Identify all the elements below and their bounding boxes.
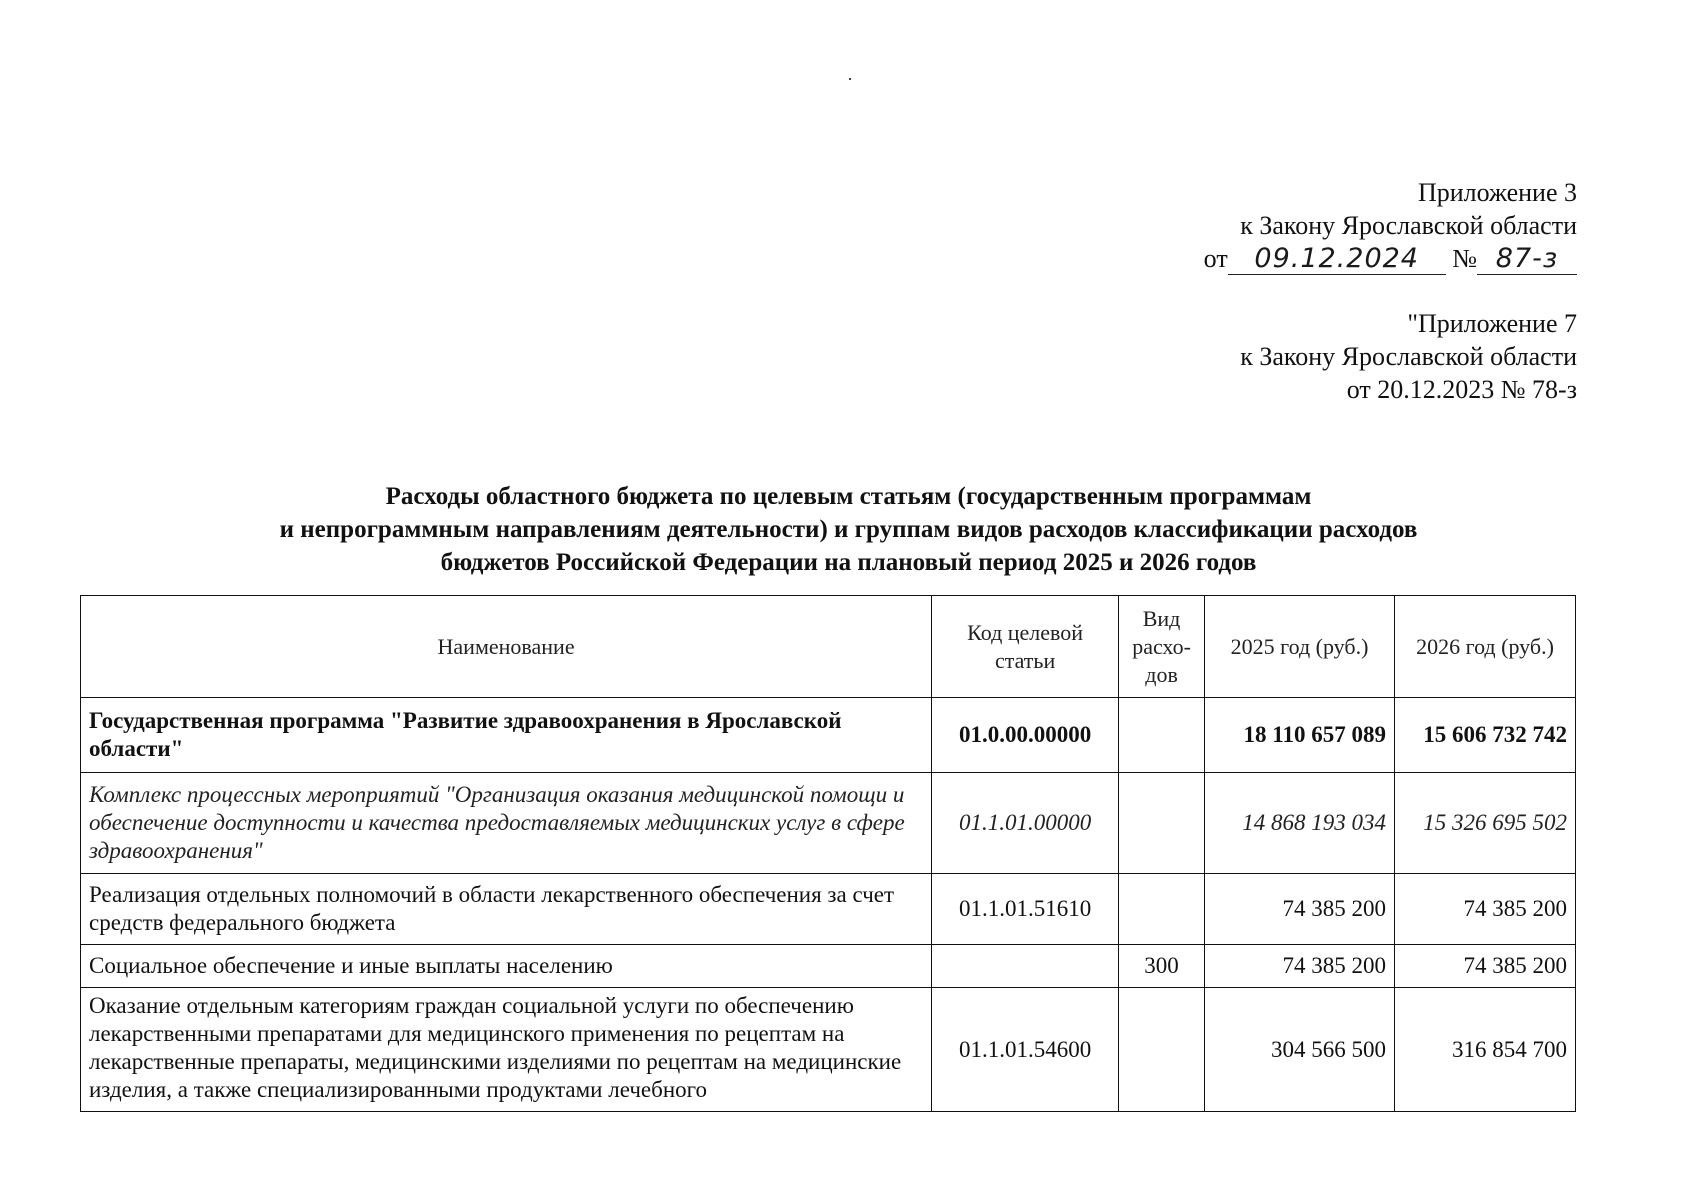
- table-row: [81, 698, 1576, 773]
- row-2026: 74 385 200: [1395, 945, 1576, 988]
- row-name: Государственная программа "Развитие здравоохранения в Ярославской области": [81, 698, 932, 773]
- table-header-row: [81, 596, 1576, 698]
- row-2025: 14 868 193 034: [1205, 773, 1395, 874]
- title-line-1: Расходы областного бюджета по целевым статьям (государственным программам: [385, 483, 1312, 510]
- row-code: 01.1.01.54600: [932, 988, 1119, 1112]
- row-vid: [1119, 698, 1205, 773]
- row-name: Оказание отдельным категориям граждан социальной услуги по обеспечению лекарственными препаратами для медицинского применения по рецептам на лекарственные препараты, медицинскими изделиями по рецептам на медицинские изделия, а также специализированными продуктами лечебного: [89, 993, 902, 1102]
- previous-appendix-line-3: от 20.12.2023 № 78-з: [1346, 375, 1577, 404]
- row-2026: 15 326 695 502: [1395, 773, 1576, 874]
- row-2025: 74 385 200: [1205, 945, 1395, 988]
- row-name: Реализация отдельных полномочий в области лекарственного обеспечения за счет средств федерального бюджета: [81, 874, 932, 945]
- document-title: [0, 480, 1697, 579]
- row-2026: 15 606 732 742: [1395, 698, 1576, 773]
- header-vid: Вид расхо-дов: [1119, 596, 1205, 698]
- title-line-2: и непрограммным направлениям деятельности) и группам видов расходов классификации расходов: [279, 516, 1418, 543]
- scan-speck: [849, 78, 851, 80]
- date-prefix: от: [1203, 244, 1228, 273]
- row-name: Комплекс процессных мероприятий "Организация оказания медицинской помощи и обеспечение доступности и качества предоставляемых медицинских услуг в сфере здравоохранения": [81, 773, 932, 874]
- row-code: 01.0.00.00000: [932, 698, 1119, 773]
- row-code: 01.1.01.51610: [932, 874, 1119, 945]
- table-row: [81, 988, 1576, 1112]
- previous-appendix-line-2: к Закону Ярославской области: [1240, 342, 1577, 371]
- row-2025: 304 566 500: [1205, 988, 1395, 1112]
- row-code: [932, 945, 1119, 988]
- appendix-header: [1204, 176, 1577, 406]
- previous-appendix-line-1: "Приложение 7: [1407, 309, 1577, 338]
- row-vid: 300: [1119, 945, 1205, 988]
- row-vid: [1119, 988, 1205, 1112]
- handwritten-date: 09.12.2024: [1228, 244, 1446, 275]
- row-2026: 74 385 200: [1395, 874, 1576, 945]
- header-name: Наименование: [81, 596, 932, 698]
- appendix-line-1: Приложение 3: [1417, 178, 1577, 207]
- header-2025: 2025 год (руб.): [1205, 596, 1395, 698]
- appendix-line-2: к Закону Ярославской области: [1240, 211, 1577, 240]
- row-2026: 316 854 700: [1395, 988, 1576, 1112]
- number-sign: №: [1452, 244, 1477, 273]
- row-vid: [1119, 874, 1205, 945]
- budget-table: [80, 595, 1576, 1112]
- row-vid: [1119, 773, 1205, 874]
- table-row: [81, 773, 1576, 874]
- table-row: [81, 874, 1576, 945]
- header-code: Код целевой статьи: [932, 596, 1119, 698]
- row-name: Социальное обеспечение и иные выплаты населению: [81, 945, 932, 988]
- table-row: [81, 945, 1576, 988]
- appendix-date-line: [1204, 242, 1577, 275]
- handwritten-number: 87-з: [1477, 244, 1577, 275]
- row-code: 01.1.01.00000: [932, 773, 1119, 874]
- row-2025: 18 110 657 089: [1205, 698, 1395, 773]
- row-2025: 74 385 200: [1205, 874, 1395, 945]
- title-line-3: бюджетов Российской Федерации на плановый период 2025 и 2026 годов: [440, 549, 1257, 576]
- header-2026: 2026 год (руб.): [1395, 596, 1576, 698]
- row-name-cell: [81, 988, 932, 1112]
